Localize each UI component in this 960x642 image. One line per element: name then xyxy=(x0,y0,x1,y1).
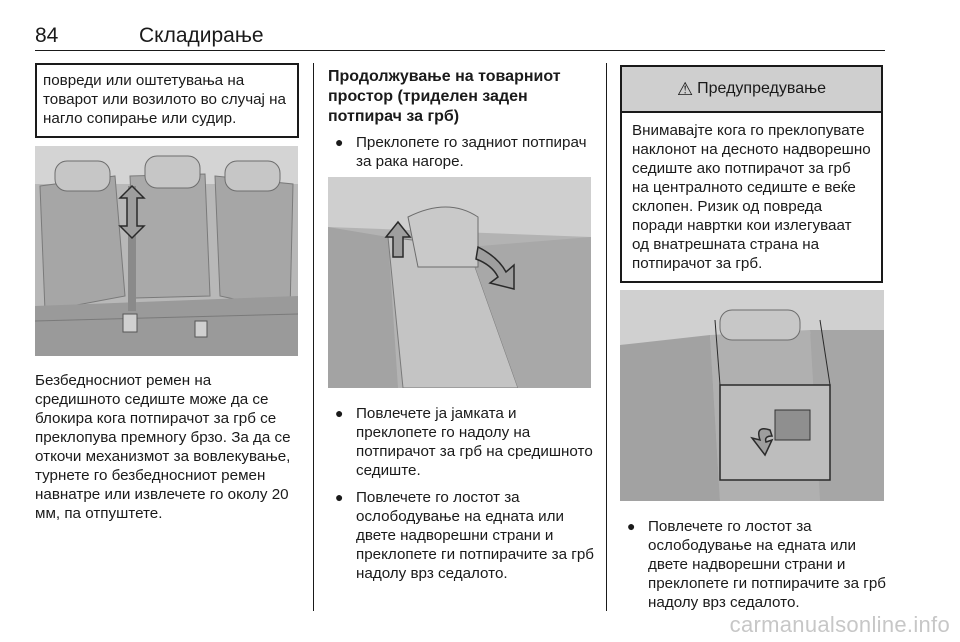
page-number: 84 xyxy=(35,24,59,47)
figure-release-lever xyxy=(620,290,884,501)
armrest-illustration xyxy=(328,177,591,388)
warning-box xyxy=(620,65,883,283)
warning-text: Внимавајте кога го преклопувате наклонот на десното надворешно седиште ако потпирачот за грб на централното седиште е веќе склопен. Ризик од повреда поради навртки кои излегуваат од внатрешната страна на потпирачот за грб. xyxy=(632,122,871,272)
column-1 xyxy=(35,63,299,138)
bullet-item xyxy=(620,517,886,612)
bullet-dot-icon: ● xyxy=(335,134,344,150)
bullet-item xyxy=(328,133,594,171)
column-2 xyxy=(328,67,594,171)
column-3-bullets xyxy=(620,517,886,612)
seatbelt-paragraph: Безбедносниот ремен на средишното седиште може да се блокира кога потпирачот за грб се преклопува премногу брзо. За да се откочи механизмот за вовлекување, турнете го безбедносниот ремен навнатре или извлечете го околу 20 мм, па отпуштете. xyxy=(35,372,291,522)
bullet-dot-icon: ● xyxy=(335,405,344,421)
bullet-item xyxy=(328,404,594,480)
bullet-dot-icon: ● xyxy=(627,518,636,534)
warning-header xyxy=(622,67,881,113)
bullet-list-1 xyxy=(328,133,594,171)
bullet-text: Преклопете го задниот потпирач за рака нагоре. xyxy=(356,134,587,170)
warning-title: Предупредување xyxy=(697,80,826,97)
bullet-list-2 xyxy=(328,404,594,583)
section-heading: Продолжување на товарниот простор (триделен заден потпирач за грб) xyxy=(328,68,561,125)
page-header xyxy=(35,20,885,51)
column-divider-2 xyxy=(606,63,607,611)
bullet-text: Повлечете го лостот за ослободување на едната или двете надворешни страни и преклопете ги потпирачите за грб надолу врз седалото. xyxy=(356,489,594,582)
bullet-item xyxy=(328,488,594,583)
page-title: Складирање xyxy=(139,24,264,47)
bullet-dot-icon: ● xyxy=(335,489,344,505)
warning-triangle-icon: ⚠ xyxy=(677,78,694,99)
boxed-continuation-text: повреди или оштетувања на товарот или возилото во случај на нагло сопирање или судир. xyxy=(35,63,299,138)
figure-middle-seatbelt xyxy=(35,146,298,356)
bullet-text: Повлечете ја јамката и преклопете го надолу на потпирачот за грб на средишното седиште. xyxy=(356,405,593,479)
seatbelt-illustration xyxy=(35,146,298,356)
bullet-text: Повлечете го лостот за ослободување на едната или двете надворешни страни и преклопете ги потпирачите за грб надолу врз седалото. xyxy=(648,518,886,611)
column-2-bullets xyxy=(328,404,594,583)
bullet-list-3 xyxy=(620,517,886,612)
watermark: carmanualsonline.info xyxy=(729,612,950,637)
column-1-text xyxy=(35,371,299,523)
column-divider-1 xyxy=(313,63,314,611)
figure-armrest xyxy=(328,177,591,388)
release-lever-illustration xyxy=(620,290,884,501)
